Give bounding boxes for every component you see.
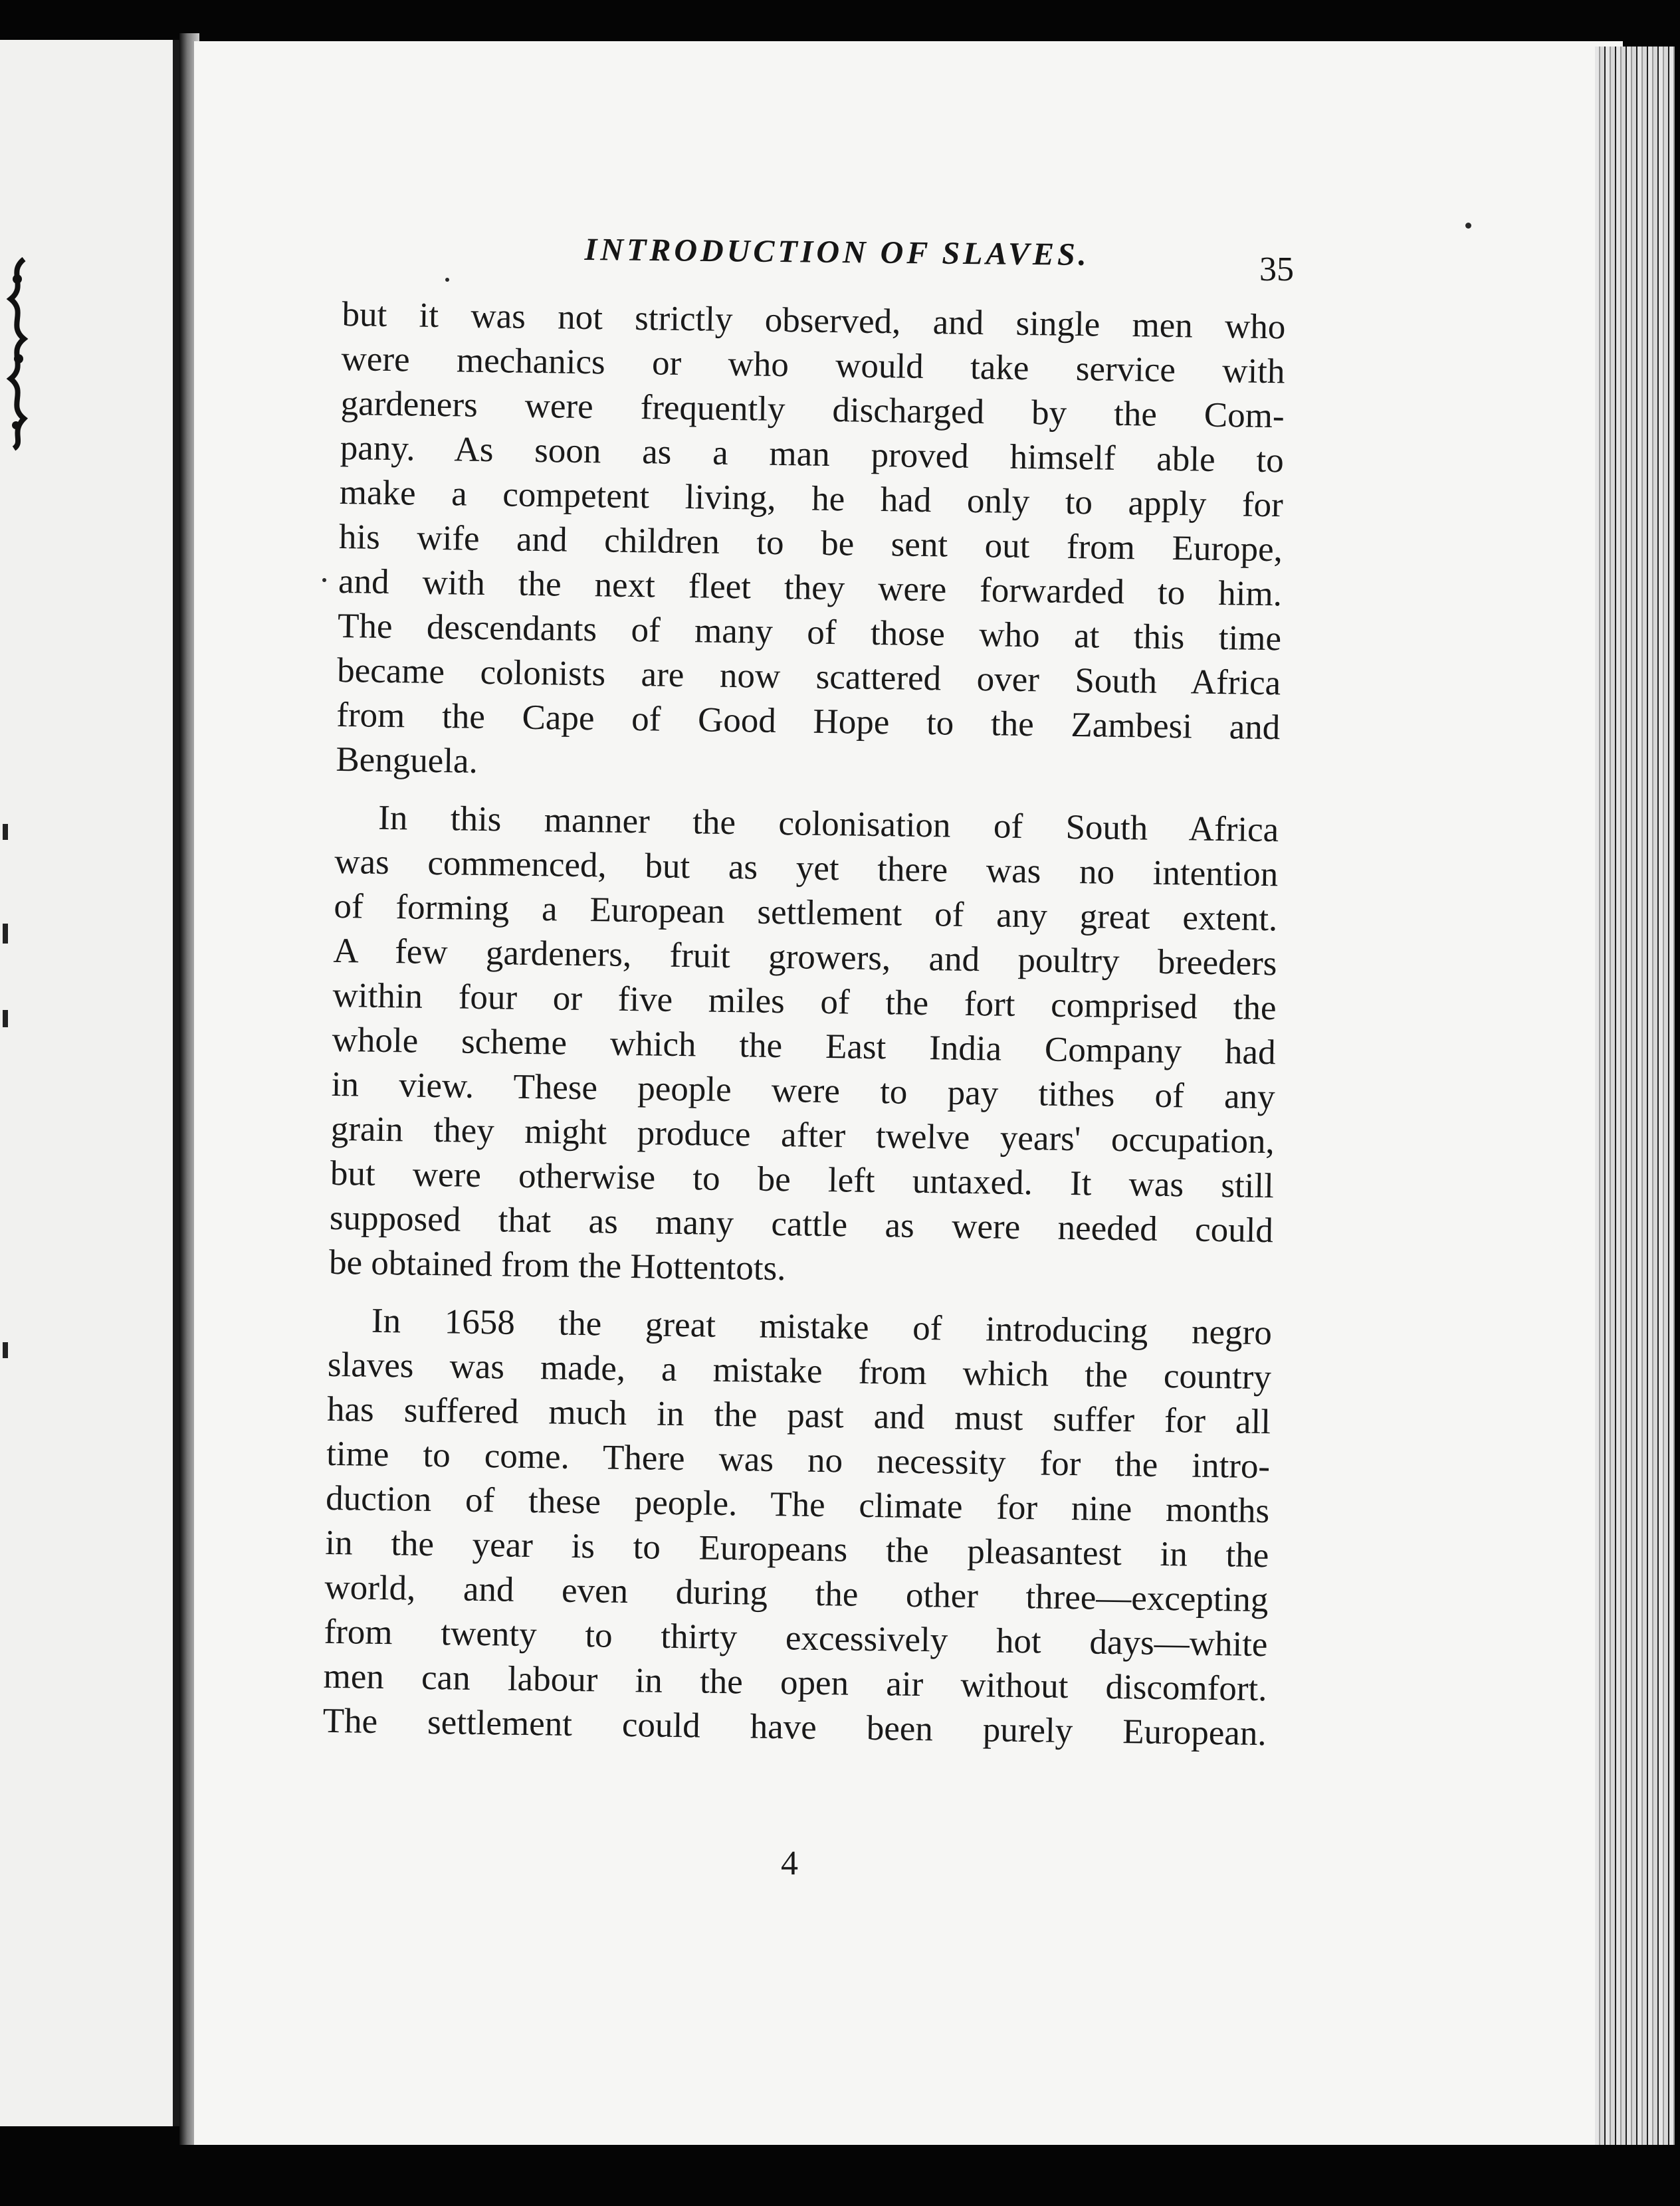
page-edges — [1595, 47, 1675, 2173]
text-line: In 1658 the great mistake of introducing negro — [371, 1301, 1273, 1353]
text-line: whole scheme which the East India Company had — [332, 1020, 1276, 1072]
speck — [445, 278, 449, 282]
text-line: but it was not strictly observed, and single men who — [342, 294, 1286, 347]
paragraph — [329, 795, 1279, 1298]
text-line: make a competent living, he had only to apply for — [339, 472, 1284, 525]
signature-mark: 4 — [781, 1845, 798, 1882]
ornament-icon — [4, 252, 31, 452]
text-line: The settlement could have been purely European. — [322, 1701, 1267, 1754]
text-line: A few gardeners, fruit growers, and poultry breeders — [333, 931, 1277, 983]
text-line: duction of these people. The climate for nine months — [325, 1478, 1270, 1531]
text-line: were mechanics or who would take service with — [341, 339, 1285, 391]
text-line: slaves was made, a mistake from which the country — [327, 1345, 1272, 1397]
text-line: be obtained from the Hottentots. — [328, 1243, 786, 1288]
text-line: from twenty to thirty excessively hot days—white — [324, 1612, 1268, 1664]
text-line: but were otherwise to be left untaxed. It was still — [330, 1153, 1275, 1206]
text-line: time to come. There was no necessity for the intro- — [326, 1434, 1271, 1486]
text-line: pany. As soon as a man proved himself able to — [340, 428, 1285, 480]
speck — [322, 578, 326, 582]
text-line: his wife and children to be sent out from Europe, — [338, 517, 1283, 569]
text-line: gardeners were frequently discharged by the Com- — [340, 383, 1285, 436]
text-line: has suffered much in the past and must suffer for all — [326, 1389, 1271, 1442]
scan-border — [0, 2145, 1680, 2206]
text-line: within four or five miles of the fort comprised the — [332, 975, 1277, 1028]
text-line: world, and even during the other three—excepting — [324, 1567, 1269, 1620]
text-line: Benguela. — [336, 740, 478, 781]
text-line: men can labour in the open air without discomfort. — [323, 1656, 1267, 1709]
text-line: grain they might produce after twelve years' occupation, — [330, 1109, 1275, 1161]
text-line: of forming a European settlement of any great extent. — [334, 886, 1278, 939]
body-text — [322, 292, 1286, 1756]
text-line: supposed that as many cattle as were needed could — [329, 1198, 1274, 1251]
text-line: In this manner the colonisation of South Africa — [377, 798, 1279, 850]
text-line: and with the next fleet they were forwarded to him. — [338, 561, 1283, 614]
paragraph — [336, 292, 1286, 795]
facing-page — [0, 40, 179, 2126]
paragraph — [322, 1298, 1272, 1756]
speck — [1465, 223, 1471, 229]
text-line: The descendants of many of those who at this time — [337, 606, 1282, 658]
text-line: in view. These people were to pay tithes of any — [331, 1064, 1276, 1117]
text-line: became colonists are now scattered over South Africa — [336, 651, 1281, 703]
text-line: in the year is to Europeans the pleasantest in the — [324, 1523, 1269, 1575]
text-line: was commenced, but as yet there was no intention — [334, 842, 1279, 894]
text-line: from the Cape of Good Hope to the Zambesi and — [336, 695, 1281, 748]
page-number: 35 — [1259, 251, 1294, 288]
running-title: INTRODUCTION OF SLAVES. — [584, 231, 1090, 272]
